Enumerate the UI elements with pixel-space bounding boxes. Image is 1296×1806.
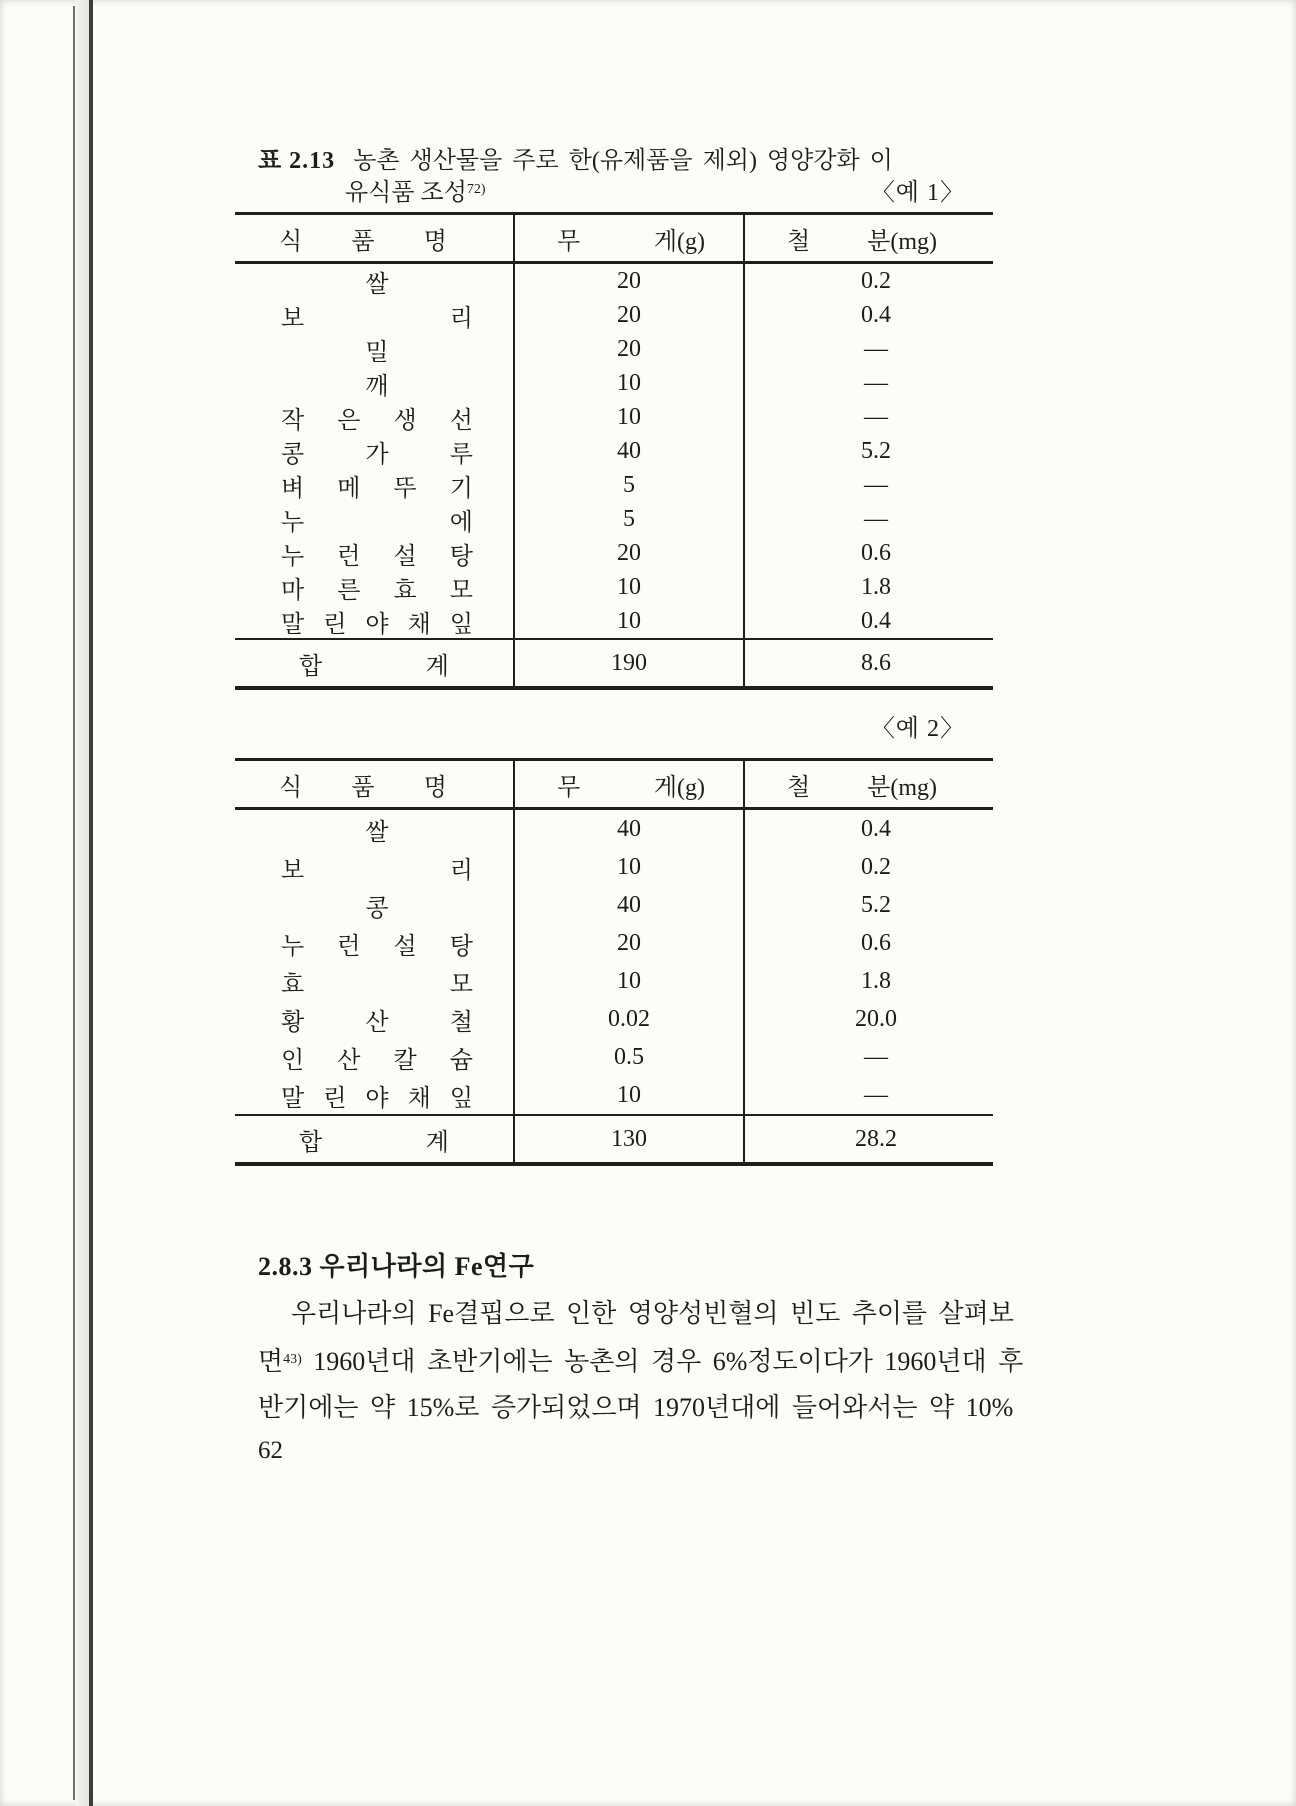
weight-cell: [515, 962, 745, 1000]
table-caption-line1: [235, 140, 993, 172]
iron-value: 5.2: [861, 437, 891, 464]
book-spine-outer-line: [73, 6, 75, 1800]
paragraph-line: [258, 1337, 1065, 1385]
line2-rest: 1960년대 초반기에는 농촌의 경우 6%정도이다가 1960년대 후: [301, 1347, 1024, 1376]
iron-value: —: [864, 369, 888, 396]
weight-value: 20: [617, 267, 641, 294]
header-weight-cell: [515, 215, 745, 261]
section-heading: 2.8.3 우리나라의 Fe연구: [258, 1252, 535, 1281]
table-row: [235, 848, 993, 886]
iron-cell: [745, 1076, 993, 1114]
weight-cell: [515, 264, 745, 298]
food-name-cell: [235, 400, 515, 434]
food-name: 깨: [365, 373, 389, 400]
iron-value: 5.2: [861, 891, 891, 918]
example-2-tag-row: [235, 708, 993, 742]
food-name: 말 린 야 채 잎: [281, 1085, 473, 1112]
header-iron-cell: [745, 761, 993, 807]
table-row: [235, 400, 993, 434]
iron-value: —: [864, 1081, 888, 1108]
total-weight-cell: [515, 640, 745, 686]
food-name: 보 리: [281, 305, 473, 332]
iron-value: 0.4: [861, 815, 891, 842]
iron-value: 0.6: [861, 929, 891, 956]
line2-start: 면: [258, 1347, 284, 1376]
iron-cell: [745, 298, 993, 332]
page-content: [235, 140, 1065, 1465]
weight-value: 10: [617, 1081, 641, 1108]
food-name: 작 은 생 선: [281, 407, 473, 434]
page-number: 62: [258, 1437, 283, 1464]
food-name: 콩 가 루: [281, 441, 473, 468]
weight-value: 10: [617, 573, 641, 600]
weight-value: 5: [623, 505, 635, 532]
table-header-row: [235, 215, 993, 264]
food-name: 쌀: [365, 271, 389, 298]
total-label: 합 계: [299, 1129, 449, 1156]
table-caption-text2: [345, 172, 486, 207]
iron-value: 0.4: [861, 301, 891, 328]
table-row: [235, 434, 993, 468]
weight-value: 5: [623, 471, 635, 498]
table-row: [235, 1038, 993, 1076]
iron-value: —: [864, 403, 888, 430]
food-name-cell: [235, 604, 515, 638]
example-2-tag: 〈예 2〉: [870, 716, 965, 742]
food-name-cell: [235, 468, 515, 502]
iron-value: 0.4: [861, 607, 891, 634]
weight-cell: [515, 366, 745, 400]
header-food-name: 식 품 명: [279, 774, 447, 801]
table-row: [235, 468, 993, 502]
iron-value: —: [864, 471, 888, 498]
table-row: [235, 264, 993, 298]
weight-value: 20: [617, 929, 641, 956]
food-name-cell: [235, 1038, 515, 1076]
weight-cell: [515, 604, 745, 638]
weight-value: 0.02: [608, 1005, 650, 1032]
food-name: 누 런 설 탕: [281, 543, 473, 570]
food-name-cell: [235, 434, 515, 468]
iron-cell: [745, 536, 993, 570]
food-name: 황 산 철: [281, 1009, 473, 1036]
weight-cell: [515, 886, 745, 924]
total-iron-value: 8.6: [861, 649, 891, 676]
footnote-ref-72: 72): [466, 182, 486, 197]
header-iron: 철 분(mg): [787, 228, 937, 255]
weight-cell: [515, 536, 745, 570]
weight-cell: [515, 924, 745, 962]
table-header-row: [235, 761, 993, 810]
total-label-cell: [235, 1116, 515, 1162]
iron-value: 1.8: [861, 573, 891, 600]
iron-cell: [745, 1000, 993, 1038]
iron-value: 0.6: [861, 539, 891, 566]
food-name: 효 모: [281, 971, 473, 998]
header-food-name: 식 품 명: [279, 228, 447, 255]
weight-cell: [515, 1000, 745, 1038]
weight-cell: [515, 502, 745, 536]
food-name: 밀: [365, 339, 389, 366]
food-name: 마 른 효 모: [281, 577, 473, 604]
total-iron-cell: [745, 1116, 993, 1162]
table-total-row: [235, 638, 993, 686]
weight-cell: [515, 298, 745, 332]
table-body: [235, 810, 993, 1114]
weight-cell: [515, 434, 745, 468]
iron-cell: [745, 962, 993, 1000]
weight-value: 20: [617, 335, 641, 362]
iron-cell: [745, 366, 993, 400]
food-name-cell: [235, 366, 515, 400]
table-row: [235, 1076, 993, 1114]
iron-cell: [745, 1038, 993, 1076]
iron-cell: [745, 502, 993, 536]
weight-cell: [515, 810, 745, 848]
table-row: [235, 604, 993, 638]
total-weight-cell: [515, 1116, 745, 1162]
food-name: 말 린 야 채 잎: [281, 611, 473, 638]
table-row: [235, 298, 993, 332]
food-name-cell: [235, 502, 515, 536]
book-spine-inner-line: [89, 0, 93, 1806]
header-weight-cell: [515, 761, 745, 807]
iron-value: —: [864, 505, 888, 532]
weight-value: 10: [617, 369, 641, 396]
food-name-cell: [235, 536, 515, 570]
iron-value: 0.2: [861, 267, 891, 294]
food-name-cell: [235, 810, 515, 848]
iron-cell: [745, 332, 993, 366]
header-iron: 철 분(mg): [787, 774, 937, 801]
food-name: 콩: [365, 895, 389, 922]
food-name: 누 런 설 탕: [281, 933, 473, 960]
iron-cell: [745, 400, 993, 434]
table-caption-text: 농촌 생산물을 주로 한(유제품을 제외) 영양강화 이: [353, 148, 893, 174]
table-body: [235, 264, 993, 638]
food-name: 보 리: [281, 857, 473, 884]
table-row: [235, 962, 993, 1000]
food-name-cell: [235, 298, 515, 332]
body-paragraph: [235, 1291, 1065, 1431]
weight-value: 10: [617, 853, 641, 880]
iron-value: 1.8: [861, 967, 891, 994]
composition-table-example2: [235, 758, 993, 1166]
food-name-cell: [235, 1076, 515, 1114]
caption-continued: 유식품 조성: [345, 180, 467, 206]
weight-value: 40: [617, 891, 641, 918]
table-row: [235, 366, 993, 400]
weight-value: 10: [617, 967, 641, 994]
food-name: 쌀: [365, 819, 389, 846]
table-row: [235, 810, 993, 848]
food-name-cell: [235, 264, 515, 298]
weight-value: 10: [617, 607, 641, 634]
book-spine-shade: [76, 0, 89, 1806]
paragraph-line: 반기에는 약 15%로 증가되었으며 1970년대에 들어와서는 약 10%: [258, 1393, 1014, 1422]
table-row: [235, 536, 993, 570]
table-total-row: [235, 1114, 993, 1162]
weight-value: 0.5: [614, 1043, 644, 1070]
total-weight-value: 130: [611, 1125, 647, 1152]
iron-cell: [745, 604, 993, 638]
header-weight: 무 게(g): [557, 228, 705, 255]
iron-cell: [745, 810, 993, 848]
food-name-cell: [235, 848, 515, 886]
iron-cell: [745, 848, 993, 886]
food-name-cell: [235, 1000, 515, 1038]
iron-cell: [745, 434, 993, 468]
composition-table-example1: [235, 212, 993, 690]
weight-cell: [515, 570, 745, 604]
total-label-cell: [235, 640, 515, 686]
iron-cell: [745, 264, 993, 298]
table-row: [235, 502, 993, 536]
weight-cell: [515, 468, 745, 502]
example-1-tag: 〈예 1〉: [870, 180, 965, 206]
food-name-cell: [235, 924, 515, 962]
total-iron-cell: [745, 640, 993, 686]
iron-value: 20.0: [855, 1005, 897, 1032]
food-name-cell: [235, 886, 515, 924]
header-iron-cell: [745, 215, 993, 261]
food-name: 누 에: [281, 509, 473, 536]
total-label: 합 계: [299, 653, 449, 680]
weight-value: 10: [617, 403, 641, 430]
header-weight: 무 게(g): [557, 774, 705, 801]
footnote-ref-43: 43): [283, 1352, 302, 1367]
iron-value: —: [864, 1043, 888, 1070]
iron-cell: [745, 924, 993, 962]
table-row: [235, 570, 993, 604]
weight-cell: [515, 1076, 745, 1114]
weight-cell: [515, 400, 745, 434]
total-weight-value: 190: [611, 649, 647, 676]
food-name-cell: [235, 962, 515, 1000]
table-row: [235, 332, 993, 366]
weight-cell: [515, 848, 745, 886]
weight-value: 40: [617, 815, 641, 842]
paragraph-line: 우리나라의 Fe결핍으로 인한 영양성빈혈의 빈도 추이를 살펴보: [291, 1299, 1014, 1328]
weight-value: 40: [617, 437, 641, 464]
food-name-cell: [235, 570, 515, 604]
iron-cell: [745, 886, 993, 924]
weight-cell: [515, 1038, 745, 1076]
table-number: 표 2.13: [258, 148, 336, 174]
table-row: [235, 886, 993, 924]
iron-value: —: [864, 335, 888, 362]
weight-cell: [515, 332, 745, 366]
iron-cell: [745, 570, 993, 604]
food-name-cell: [235, 332, 515, 366]
weight-value: 20: [617, 539, 641, 566]
food-name: 벼 메 뚜 기: [281, 475, 473, 502]
header-food-name-cell: [235, 761, 515, 807]
food-name: 인 산 칼 슘: [281, 1047, 473, 1074]
iron-cell: [745, 468, 993, 502]
weight-value: 20: [617, 301, 641, 328]
table-row: [235, 924, 993, 962]
iron-value: 0.2: [861, 853, 891, 880]
table-row: [235, 1000, 993, 1038]
total-iron-value: 28.2: [855, 1125, 897, 1152]
header-food-name-cell: [235, 215, 515, 261]
table-caption-line2: [235, 172, 993, 204]
